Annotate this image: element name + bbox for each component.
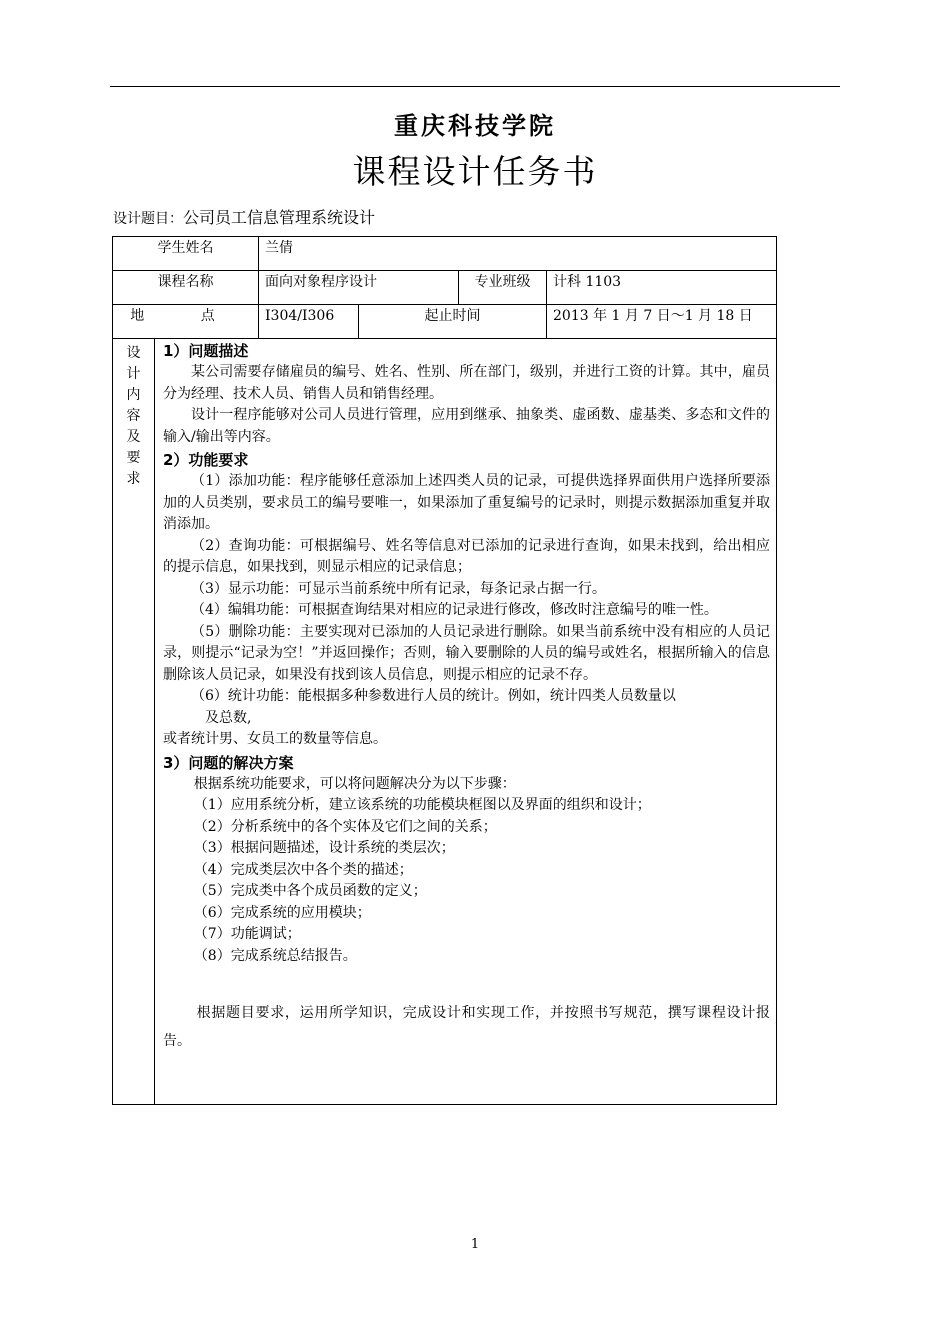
page-number: 1 xyxy=(470,1237,480,1252)
solution-step: （5）完成类中各个成员函数的定义； xyxy=(193,883,427,899)
function-statistics-cont: 及总数, xyxy=(205,709,252,726)
solution-step: （8）完成系统总结报告。 xyxy=(193,947,357,964)
class-label: 专业班级 xyxy=(459,271,547,305)
section-2-heading: 2）功能要求 xyxy=(163,451,249,469)
course-name-value: 面向对象程序设计 xyxy=(259,271,459,305)
task-table xyxy=(112,236,777,1105)
design-requirements-label xyxy=(113,339,155,1105)
header-rule xyxy=(110,86,840,87)
solution-step: （6）完成系统的应用模块； xyxy=(193,904,371,921)
time-label: 起止时间 xyxy=(359,305,547,339)
document-title: 课程设计任务书 xyxy=(352,152,598,191)
class-value: 计科 1103 xyxy=(547,271,777,305)
side-char: 计 xyxy=(126,366,141,382)
time-value: 2013 年 1 月 7 日～1 月 18 日 xyxy=(547,305,777,339)
student-name-label: 学生姓名 xyxy=(113,237,259,271)
school-name: 重庆科技学院 xyxy=(394,111,556,140)
solution-step: （2）分析系统中的各个实体及它们之间的关系； xyxy=(193,818,497,835)
function-statistics-cont: 或者统计男、女员工的数量等信息。 xyxy=(163,731,387,747)
section-3-heading: 3）问题的解决方案 xyxy=(163,753,294,772)
function-add: （1）添加功能：程序能够任意添加上述四类人员的记录，可提供选择界面供用户选择所要添加的人员类别，要求员工的编号要唯一，如果添加了重复编号的记录时，则提示数据添加重复并取消添加。 xyxy=(163,473,770,532)
course-row xyxy=(113,271,777,305)
function-statistics: （6）统计功能：能根据多种参数进行人员的统计。例如，统计四类人员数量以 xyxy=(191,688,676,704)
function-display: （3）显示功能：可显示当前系统中所有记录，每条记录占据一行。 xyxy=(191,580,606,597)
design-topic-label: 设计题目： xyxy=(113,211,183,227)
closing-paragraph: 根据题目要求，运用所学知识，完成设计和实现工作，并按照书写规范，撰写课程设计报告。 xyxy=(163,1005,770,1049)
course-name-label: 课程名称 xyxy=(113,271,259,305)
design-content xyxy=(155,339,777,1105)
side-char: 设 xyxy=(126,345,141,361)
place-label: 地 点 xyxy=(113,305,259,339)
section-1-paragraph: 某公司需要存储雇员的编号、姓名、性别、所在部门，级别，并进行工资的计算。其中，雇员分为经理、技术人员、销售人员和销售经理。 xyxy=(163,364,770,402)
function-edit: （4）编辑功能：可根据查询结果对相应的记录进行修改，修改时注意编号的唯一性。 xyxy=(191,602,718,618)
side-char: 容 xyxy=(126,408,141,424)
design-topic xyxy=(113,205,375,228)
solution-step: （1）应用系统分析，建立该系统的功能模块框图以及界面的组织和设计； xyxy=(193,797,651,813)
solution-step: （3）根据问题描述，设计系统的类层次； xyxy=(193,840,455,856)
side-char: 及 xyxy=(126,429,141,445)
place-value: I304/I306 xyxy=(259,305,359,339)
solution-step: （7）功能调试； xyxy=(193,926,301,942)
design-topic-value: 公司员工信息管理系统设计 xyxy=(183,208,376,227)
section-1-paragraph: 设计一程序能够对公司人员进行管理，应用到继承、抽象类、虚函数、虚基类、多态和文件的输入/输出等内容。 xyxy=(163,407,770,445)
content-row xyxy=(113,339,777,1105)
function-query: （2）查询功能：可根据编号、姓名等信息对已添加的记录进行查询，如果未找到，给出相应的提示信息，如果找到，则显示相应的记录信息； xyxy=(163,537,770,575)
function-delete: （5）删除功能：主要实现对已添加的人员记录进行删除。如果当前系统中没有相应的人员记录，则提示“记录为空！”并返回操作；否则，输入要删除的人员的编号或姓名，根据所输入的信息删除该人员记录，如果没有找到该人员信息，则提示相应的记录不存。 xyxy=(163,623,770,683)
blank-space xyxy=(163,967,770,999)
side-char: 求 xyxy=(126,471,141,487)
student-row xyxy=(113,237,777,271)
side-char: 内 xyxy=(126,387,141,403)
place-row xyxy=(113,305,777,339)
side-char: 要 xyxy=(126,450,141,466)
student-name-value: 兰倩 xyxy=(259,237,777,271)
section-1-heading: 1）问题描述 xyxy=(163,342,249,360)
solution-intro: 根据系统功能要求，可以将问题解决分为以下步骤： xyxy=(193,775,516,792)
solution-step: （4）完成类层次中各个类的描述； xyxy=(193,861,413,878)
